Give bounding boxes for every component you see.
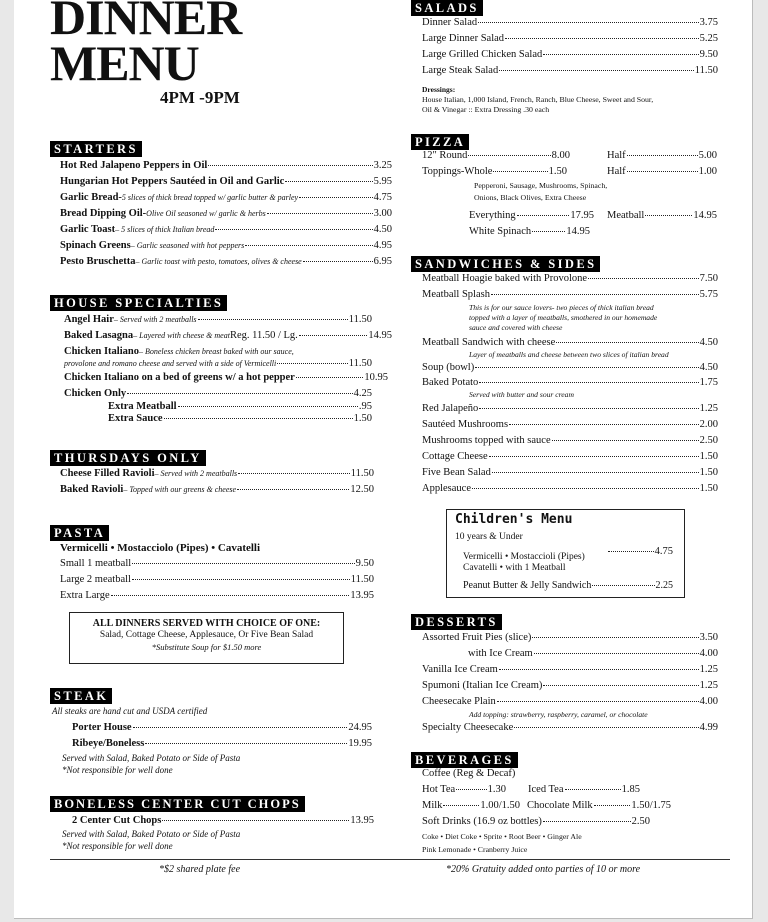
chops-item-0-name: 2 Center Cut Chops: [72, 815, 162, 826]
steak-item-1-price: 19.95: [348, 738, 372, 749]
house-item-7-price: 1.50: [353, 413, 372, 424]
house-item-3: [64, 358, 372, 369]
dessert-item-1: [468, 648, 718, 659]
pizza-topping-list-2: Onions, Black Olives, Extra Cheese: [474, 193, 587, 202]
side-item-4-price: 1.50: [699, 467, 718, 478]
milk: Milk: [422, 800, 443, 811]
side-item-1-name: Sautéed Mushrooms: [422, 419, 509, 430]
starter-item-4-price: 4.50: [373, 224, 392, 235]
footer-divider: [50, 859, 730, 860]
house-item-0-name: Angel Hair: [64, 314, 114, 325]
house-item-6-name: Extra Meatball: [108, 401, 177, 412]
salad-item-1-price: 5.25: [699, 33, 718, 44]
pasta-item-1: [60, 574, 374, 585]
desserts-heading: DESSERTS: [411, 614, 502, 630]
starter-item-4-desc: – 5 slices of thick Italian bread: [115, 225, 215, 234]
salad-item-0-price: 3.75: [699, 17, 718, 28]
pizza-round: 12" Round: [422, 150, 468, 161]
soft-drinks-list-1: Coke • Diet Coke • Sprite • Root Beer • Ginger Ale: [422, 832, 582, 841]
dinner-sides-box: [69, 612, 344, 664]
meatball-sandwich-name: Meatball Sandwich with cheese: [422, 337, 556, 348]
pizza-half-topping-row: [607, 166, 717, 177]
splash-note-2: topped with a layer of meatballs, smothered in our homemade: [469, 313, 658, 322]
house-item-7: [108, 413, 372, 424]
dinner-sides-note: *Substitute Soup for $1.50 more: [151, 642, 262, 652]
thursday-item-0-desc: – Served with 2 meatballs: [154, 469, 238, 478]
starter-item-3-desc: Olive Oil seasoned w/ garlic & herbs: [146, 209, 266, 218]
house-item-2-desc: – Boneless chicken breast baked with our sauce,: [138, 347, 294, 356]
dressings-list-1: House Italian, 1,000 Island, French, Ranch, Blue Cheese, Sweet and Sour,: [422, 95, 654, 104]
menu-hours: 4PM -9PM: [160, 88, 240, 107]
starter-item-6-name: Pesto Bruschetta: [60, 256, 136, 267]
house-item-0-desc: – Served with 2 meatballs: [113, 315, 197, 324]
pizza-half-topping: Half: [607, 166, 626, 177]
sandwiches-heading: SANDWICHES & SIDES: [411, 256, 600, 272]
starter-item-2-price: 4.75: [373, 192, 392, 203]
pizza-heading: PIZZA: [411, 134, 469, 150]
house-specialties-heading: HOUSE SPECIALTIES: [50, 295, 227, 311]
dessert-item-4-name: Cheesecake Plain: [422, 696, 496, 707]
pizza-meatball-row: [607, 210, 717, 221]
baked-potato-price: 1.75: [699, 377, 718, 388]
pizza-toppings-row: [422, 166, 567, 177]
dressings-label: Dressings:: [422, 85, 456, 94]
dessert-item-1-name: with Ice Cream: [468, 648, 533, 659]
steak-heading: STEAK: [50, 688, 112, 704]
house-item-3-price: 11.50: [348, 358, 372, 369]
steak-item-1: [72, 738, 372, 749]
childrens-pasta-price-row: [607, 546, 673, 557]
house-item-6-price: .95: [358, 401, 372, 412]
menu-title-line1: DINNER: [50, 0, 242, 45]
chocolate-milk: Chocolate Milk: [527, 800, 593, 811]
pasta-item-0: [60, 558, 374, 569]
thursday-item-1-name: Baked Ravioli: [60, 484, 124, 495]
thursday-item-0: [60, 468, 374, 479]
pasta-item-1-price: 11.50: [350, 574, 374, 585]
pasta-item-2-price: 13.95: [350, 590, 374, 601]
menu-sheet: [14, 0, 753, 919]
dinner-sides-options: Salad, Cottage Cheese, Applesauce, Or Five Bean Salad: [99, 630, 314, 640]
salad-item-0-name: Dinner Salad: [422, 17, 478, 28]
house-item-1-desc: – Layered with cheese & meat: [133, 331, 230, 340]
starter-item-5: [60, 240, 392, 251]
side-item-4: [422, 467, 718, 478]
childrens-pbj: Peanut Butter & Jelly Sandwich: [463, 580, 592, 591]
house-item-1: [64, 330, 392, 341]
pizza-everything-price: 17.95: [570, 210, 594, 221]
starter-item-2: [60, 192, 392, 203]
chops-item-0-price: 13.95: [350, 815, 374, 826]
dessert-item-0: [422, 632, 718, 643]
pizza-meatball-price: 14.95: [693, 210, 717, 221]
specialty-cheesecake-row: [422, 722, 718, 733]
house-item-7-name: Extra Sauce: [108, 413, 163, 424]
house-item-5-name: Chicken Only: [64, 388, 127, 399]
house-item-1-name: Baked Lasagna: [64, 330, 134, 341]
pasta-item-2-name: Extra Large: [60, 590, 110, 601]
splash-note-1: This is for our sauce lovers- two pieces of thick italian bread: [469, 303, 654, 312]
pizza-half-price: 5.00: [698, 150, 717, 161]
starter-item-1-price: 5.95: [373, 176, 392, 187]
starter-item-1: [60, 176, 392, 187]
iced-tea-row: [528, 784, 640, 795]
splash-price: 5.75: [699, 289, 718, 300]
starter-item-0: [60, 160, 392, 171]
salad-item-2: [422, 49, 718, 60]
pizza-white-spinach-price: 14.95: [566, 226, 590, 237]
thursday-item-1-desc: – Topped with our greens & cheese: [123, 485, 237, 494]
starter-item-5-name: Spinach Greens: [60, 240, 131, 251]
childrens-menu-box: [446, 509, 685, 598]
pizza-white-row: [469, 226, 590, 237]
side-item-5: [422, 483, 718, 494]
steak-item-0: [72, 722, 372, 733]
chocolate-milk-price: 1.50/1.75: [631, 800, 671, 811]
soft-drinks-row: [422, 816, 650, 827]
footer-gratuity: *20% Gratuity added onto parties of 10 or more: [446, 864, 641, 875]
dessert-item-4-price: 4.00: [699, 696, 718, 707]
house-item-5-price: 4.25: [353, 388, 372, 399]
hot-tea-row: [422, 784, 506, 795]
specialty-cheesecake-price: 4.99: [699, 722, 718, 733]
milk-row: [422, 800, 520, 811]
pizza-toppings-price: 1.50: [548, 166, 567, 177]
starter-item-5-desc: – Garlic seasoned with hot peppers: [130, 241, 245, 250]
chops-served: Served with Salad, Baked Potato or Side of Pasta: [62, 829, 241, 839]
house-item-3-desc: provolone and romano cheese and served with a side of Vermicelli: [64, 359, 277, 368]
dessert-item-2-name: Vanilla Ice Cream: [422, 664, 498, 675]
pasta-item-0-name: Small 1 meatball: [60, 558, 132, 569]
pizza-everything: Everything: [469, 210, 516, 221]
house-item-6: [108, 401, 372, 412]
starter-item-0-price: 3.25: [373, 160, 392, 171]
pizza-round-row: [422, 150, 570, 161]
pasta-item-0-price: 9.50: [355, 558, 374, 569]
childrens-age: 10 years & Under: [455, 532, 523, 542]
house-item-4: [64, 372, 388, 383]
dressings-list-2: Oil & Vinegar :: Extra Dressing .30 each: [422, 105, 550, 114]
house-item-1-size-prices: Reg. 11.50 / Lg.: [229, 330, 298, 341]
childrens-pasta-2: Cavatelli • with 1 Meatball: [463, 563, 566, 573]
chocolate-milk-row: [527, 800, 671, 811]
chops-heading: BONELESS CENTER CUT CHOPS: [50, 796, 305, 812]
steak-item-1-name: Ribeye/Boneless: [72, 738, 145, 749]
splash-row: [422, 289, 718, 300]
salad-item-1: [422, 33, 718, 44]
starter-item-3: [60, 208, 392, 219]
hot-tea: Hot Tea: [422, 784, 456, 795]
footer-shared-plate-fee: *$2 shared plate fee: [159, 864, 241, 875]
dinner-sides-title: ALL DINNERS SERVED WITH CHOICE OF ONE:: [92, 618, 321, 629]
thursdays-heading: THURSDAYS ONLY: [50, 450, 206, 466]
dessert-item-2: [422, 664, 718, 675]
starter-item-2-desc: 5 slices of thick bread topped w/ garlic butter & parley: [121, 193, 299, 202]
starter-item-4: [60, 224, 392, 235]
salad-item-3-name: Large Steak Salad: [422, 65, 499, 76]
soup-price: 4.50: [699, 362, 718, 373]
side-item-2-price: 2.50: [699, 435, 718, 446]
pizza-half: Half: [607, 150, 626, 161]
steak-item-0-price: 24.95: [348, 722, 372, 733]
starter-item-3-name: Bread Dipping Oil-: [60, 208, 147, 219]
chops-note: *Not responsible for well done: [62, 841, 173, 851]
starter-item-6-desc: – Garlic toast with pesto, tomatoes, olives & cheese: [135, 257, 302, 266]
salad-item-1-name: Large Dinner Salad: [422, 33, 505, 44]
pizza-meatball: Meatball: [607, 210, 645, 221]
side-item-1: [422, 419, 718, 430]
salad-item-2-name: Large Grilled Chicken Salad: [422, 49, 543, 60]
baked-potato-name: Baked Potato: [422, 377, 479, 388]
starter-item-6: [60, 256, 392, 267]
splash-note-3: sauce and covered with cheese: [469, 323, 563, 332]
thursday-item-0-price: 11.50: [350, 468, 374, 479]
side-item-4-name: Five Bean Salad: [422, 467, 491, 478]
meatball-sandwich-price: 4.50: [699, 337, 718, 348]
coffee: Coffee (Reg & Decaf): [422, 768, 516, 779]
hoagie-row: [422, 273, 718, 284]
salads-heading: SALADS: [411, 0, 483, 16]
starters-heading: STARTERS: [50, 141, 142, 157]
baked-potato-note: Served with butter and sour cream: [469, 390, 574, 399]
house-item-4-name: Chicken Italiano on a bed of greens w/ a hot pepper: [64, 372, 295, 383]
starter-item-2-name: Garlic Bread-: [60, 192, 122, 203]
starter-item-1-name: Hungarian Hot Peppers Sautéed in Oil and Garlic: [60, 176, 285, 187]
baked-potato-row: [422, 377, 718, 388]
side-item-0-name: Red Jalapeño: [422, 403, 479, 414]
starter-item-5-price: 4.95: [373, 240, 392, 251]
beverages-heading: BEVERAGES: [411, 752, 518, 768]
dessert-item-2-price: 1.25: [699, 664, 718, 675]
side-item-5-name: Applesauce: [422, 483, 471, 494]
salad-item-0: [422, 17, 718, 28]
hoagie-name: Meatball Hoagie baked with Provolone: [422, 273, 588, 284]
thursday-item-0-name: Cheese Filled Ravioli: [60, 468, 155, 479]
starter-item-0-name: Hot Red Jalapeno Peppers in Oil: [60, 160, 208, 171]
side-item-0: [422, 403, 718, 414]
pizza-half-row: [607, 150, 717, 161]
starter-item-3-price: 3.00: [373, 208, 392, 219]
pizza-topping-list-1: Pepperoni, Sausage, Mushrooms, Spinach,: [474, 181, 608, 190]
soft-drinks-price: 2.50: [631, 816, 650, 827]
soft-drinks-list-2: Pink Lemonade • Cranberry Juice: [422, 845, 528, 854]
specialty-cheesecake-name: Specialty Cheesecake: [422, 722, 514, 733]
side-item-2: [422, 435, 718, 446]
pasta-item-1-name: Large 2 meatball: [60, 574, 131, 585]
side-item-0-price: 1.25: [699, 403, 718, 414]
side-item-1-price: 2.00: [699, 419, 718, 430]
salad-item-3: [422, 65, 718, 76]
house-item-5: [64, 388, 372, 399]
house-item-2-name: Chicken Italiano: [64, 346, 139, 357]
childrens-menu-title: Children's Menu: [455, 512, 573, 527]
childrens-pasta-price: 4.75: [654, 546, 673, 557]
soup-name: Soup (bowl): [422, 362, 475, 373]
house-item-0-price: 11.50: [348, 314, 372, 325]
splash-name: Meatball Splash: [422, 289, 490, 300]
hot-tea-price: 1.30: [487, 784, 506, 795]
starter-item-6-price: 6.95: [373, 256, 392, 267]
milk-price: 1.00/1.50: [480, 800, 520, 811]
dessert-item-1-price: 4.00: [699, 648, 718, 659]
soft-drinks: Soft Drinks (16.9 oz bottles): [422, 816, 542, 827]
dessert-topping-note: Add topping: strawberry, raspberry, caramel, or chocolate: [469, 710, 648, 719]
dessert-item-0-name: Assorted Fruit Pies (slice): [422, 632, 532, 643]
house-item-4-price: 10.95: [364, 372, 388, 383]
pasta-item-2: [60, 590, 374, 601]
chops-item-0: [72, 815, 374, 826]
hoagie-price: 7.50: [699, 273, 718, 284]
side-item-3: [422, 451, 718, 462]
pizza-white-spinach: White Spinach: [469, 226, 532, 237]
thursday-item-1-price: 12.50: [350, 484, 374, 495]
steak-note: *Not responsible for well done: [62, 765, 173, 775]
thursday-item-1: [60, 484, 374, 495]
side-item-3-price: 1.50: [699, 451, 718, 462]
dessert-item-3-price: 1.25: [699, 680, 718, 691]
side-item-2-name: Mushrooms topped with sauce: [422, 435, 551, 446]
salad-item-2-price: 9.50: [699, 49, 718, 60]
pizza-everything-row: [469, 210, 594, 221]
childrens-pasta-1: Vermicelli • Mostaccioli (Pipes): [463, 552, 585, 562]
childrens-pbj-row: [463, 580, 673, 591]
meatball-sandwich-note: Layer of meatballs and cheese between two slices of italian bread: [469, 350, 669, 359]
dessert-item-3: [422, 680, 718, 691]
childrens-pbj-price: 2.25: [655, 580, 673, 591]
iced-tea-price: 1.85: [621, 784, 640, 795]
house-item-2: [64, 346, 372, 357]
dessert-item-4: [422, 696, 718, 707]
house-item-1-price: 14.95: [368, 330, 392, 341]
dessert-item-3-name: Spumoni (Italian Ice Cream): [422, 680, 543, 691]
pizza-round-price: 8.00: [551, 150, 570, 161]
meatball-sandwich-row: [422, 337, 718, 348]
pasta-types: Vermicelli • Mostacciolo (Pipes) • Cavatelli: [60, 542, 261, 554]
steak-served: Served with Salad, Baked Potato or Side of Pasta: [62, 753, 241, 763]
side-item-3-name: Cottage Cheese: [422, 451, 488, 462]
side-item-5-price: 1.50: [699, 483, 718, 494]
pizza-half-topping-price: 1.00: [698, 166, 717, 177]
dessert-item-0-price: 3.50: [699, 632, 718, 643]
menu-title-line2: MENU: [50, 35, 199, 91]
salad-item-3-price: 11.50: [694, 65, 718, 76]
house-item-0: [64, 314, 372, 325]
soup-row: [422, 362, 718, 373]
pasta-heading: PASTA: [50, 525, 109, 541]
iced-tea: Iced Tea: [528, 784, 564, 795]
pizza-toppings: Toppings-Whole: [422, 166, 493, 177]
steak-intro: All steaks are hand cut and USDA certified: [52, 706, 208, 716]
steak-item-0-name: Porter House: [72, 722, 132, 733]
starter-item-4-name: Garlic Toast: [60, 224, 116, 235]
